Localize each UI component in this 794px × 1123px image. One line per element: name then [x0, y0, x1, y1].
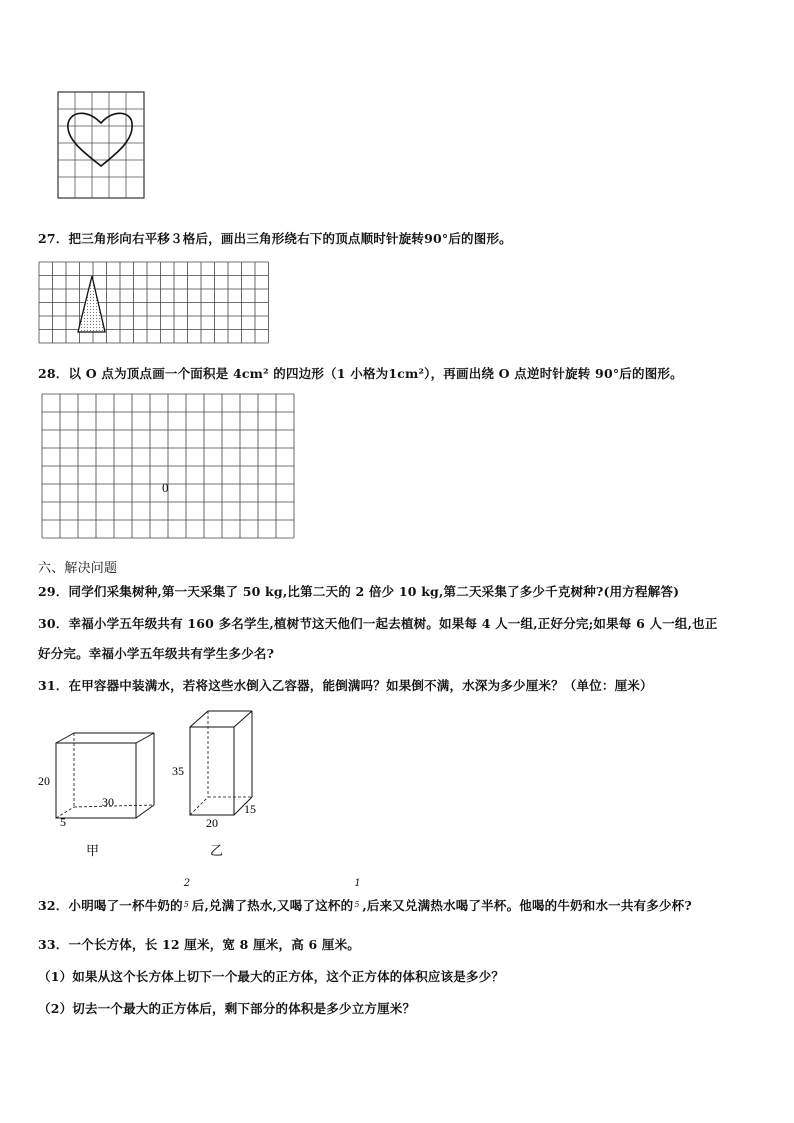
point-o-label: 0	[162, 480, 169, 495]
question-30-line-1: 30．幸福小学五年级共有 160 多名学生,植树节这天他们一起去植树。如果每 4 人一组,正好分完;如果每 6 人一组,也正	[38, 616, 718, 631]
question-33: 33．一个长方体，长 12 厘米，宽 8 厘米，高 6 厘米。	[38, 937, 360, 952]
section-6-heading: 六、解决问题	[38, 561, 118, 576]
jia-length-label: 30	[102, 795, 114, 809]
fraction-2-5	[183, 878, 192, 910]
fraction-2-denominator: 5	[354, 900, 360, 909]
container-yi-figure	[170, 705, 270, 865]
yi-name-label: 乙	[210, 843, 224, 858]
fraction-1-numerator: 2	[183, 878, 191, 889]
jia-name-label: 甲	[86, 843, 100, 858]
yi-width-label: 20	[206, 816, 218, 830]
question-33-sub-1: （1）如果从这个长方体上切下一个最大的正方体，这个正方体的体积应该是多少？	[38, 969, 505, 984]
question-31: 31．在甲容器中装满水，若将这些水倒入乙容器，能倒满吗？如果倒不满，水深为多少厘米？（单位：厘米）	[38, 678, 653, 693]
container-jia-figure	[36, 705, 156, 865]
fraction-2-numerator: 1	[354, 878, 361, 889]
question-33-sub-2: （2）切去一个最大的正方体后，剩下部分的体积是多少立方厘米？	[38, 1001, 416, 1016]
q32-part-3: ,后来又兑满热水喝了半杯。他喝的牛奶和水一共有多少杯?	[362, 898, 692, 913]
question-28: 28．以 O 点为顶点画一个面积是 4cm² 的四边形（1 小格为1cm²），再画出绕 O 点逆时针旋转 90°后的图形。	[38, 366, 683, 381]
heart-grid-figure	[56, 90, 148, 200]
fraction-1-5	[353, 878, 362, 910]
question-32	[38, 878, 692, 914]
question-27: 27．把三角形向右平移３格后，画出三角形绕右下的顶点顺时针旋转90°后的图形。	[38, 231, 512, 246]
jia-height-label: 20	[38, 774, 50, 788]
yi-depth-label: 15	[244, 802, 256, 816]
q32-part-1: 32．小明喝了一杯牛奶的	[38, 898, 183, 913]
shaded-triangle	[78, 276, 105, 332]
heart-shape	[68, 113, 132, 166]
fraction-1-denominator: 5	[183, 900, 190, 909]
jia-width-label: 5	[60, 815, 66, 829]
question-30-line-2: 好分完。幸福小学五年级共有学生多少名?	[38, 646, 275, 661]
o-point-grid-figure	[40, 392, 300, 550]
question-29: 29．同学们采集树种,第一天采集了 50 kg,比第二天的 2 倍少 10 kg,第二天采集了多少千克树种?(用方程解答)	[38, 584, 680, 599]
yi-height-label: 35	[172, 764, 184, 778]
triangle-grid-figure	[38, 260, 280, 350]
q32-part-2: 后,兑满了热水,又喝了这杯的	[191, 898, 354, 913]
